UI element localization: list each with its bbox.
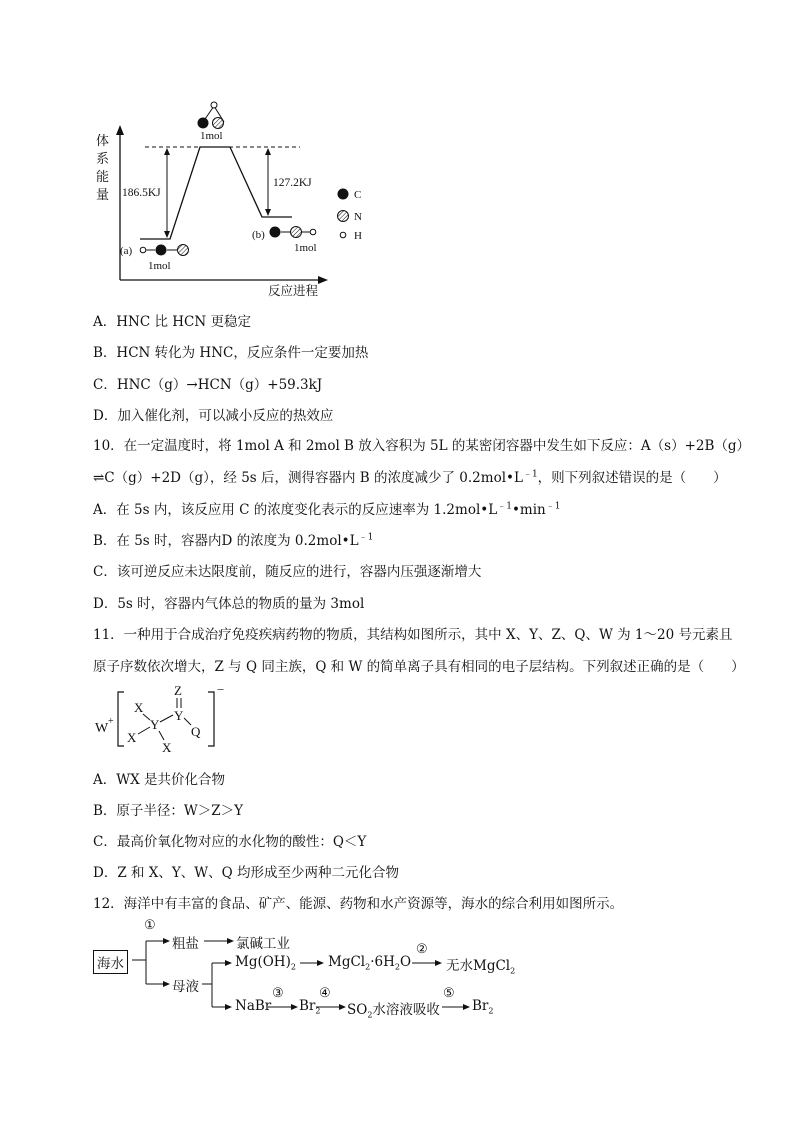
step-5-marker: ⑤ bbox=[443, 986, 455, 1001]
activation-energy-left: 186.5KJ bbox=[122, 187, 161, 199]
q11-stem-line1: 11．一种用于合成治疗免疫疾病药物的物质，其结构如图所示，其中 X、Y、Z、Q、W 为 1～20 号元素且 bbox=[93, 627, 733, 643]
transition-state-molecule bbox=[198, 102, 225, 129]
left-state-label: (a) bbox=[120, 245, 133, 257]
y-axis-arrow bbox=[116, 125, 124, 135]
br2-final: $Br_2$ bbox=[472, 998, 494, 1016]
q9-option-d: D．加入催化剂，可以减小反应的热效应 bbox=[93, 408, 334, 424]
arrow-head-down-right bbox=[265, 209, 271, 216]
x-axis-label: 反应进程 bbox=[268, 284, 319, 298]
anhydrous-mgcl2: 无水MgCl$_2$ bbox=[446, 958, 516, 976]
nabr: NaBr bbox=[235, 998, 272, 1014]
y-axis-label-2: 系 bbox=[96, 151, 110, 166]
q12-stem: 12．海洋中有丰富的食品、矿产、能源、药物和水产资源等，海水的综合利用如图所示。 bbox=[93, 896, 624, 912]
top-mol-label: 1mol bbox=[200, 130, 223, 142]
q10-option-d: D．5s 时，容器内气体总的物质的量为 3mol bbox=[93, 596, 365, 612]
right-bracket bbox=[208, 692, 214, 746]
struct-charge: − bbox=[217, 682, 225, 697]
legend-h-label: H bbox=[354, 230, 362, 242]
struct-x-top: X bbox=[134, 700, 144, 715]
q11-stem-line2: 原子序数依次增大，Z 与 Q 同主族，Q 和 W 的简单离子具有相同的电子层结构。下列叙述正确的是（ ） bbox=[93, 659, 745, 675]
struct-y-top: Y bbox=[174, 708, 184, 723]
legend-c-icon bbox=[338, 189, 349, 200]
q10-stem-line1: 10．在一定温度时，将 1mol A 和 2mol B 放入容积为 5L 的某密闭容器中发生如下反应：A（s）+2B（g） bbox=[93, 438, 751, 454]
arrow-head-up-left bbox=[164, 148, 170, 155]
q11-option-b: B．原子半径：W＞Z＞Y bbox=[93, 803, 244, 819]
step-3-marker: ③ bbox=[272, 986, 284, 1001]
struct-w-charge: + bbox=[108, 716, 114, 727]
mother-liquor: 母液 bbox=[172, 979, 199, 995]
struct-x-left: X bbox=[127, 730, 137, 745]
legend bbox=[338, 189, 363, 243]
struct-w: W bbox=[95, 721, 109, 736]
right-mol-label: 1mol bbox=[294, 242, 317, 254]
left-mol-label: 1mol bbox=[148, 260, 171, 272]
chlor-alkali: 氯碱工业 bbox=[236, 936, 290, 952]
arrow-head-down-left bbox=[164, 231, 170, 238]
q9-option-c: C．HNC（g）→HCN（g）+59.3kJ bbox=[93, 377, 323, 393]
q10-option-b: B．在 5s 时，容器内D 的浓度为 $0.2mol•L^{﹣1}$ bbox=[93, 532, 374, 549]
arrow-head-up-right bbox=[265, 148, 271, 155]
hnc-molecule-b bbox=[270, 227, 316, 238]
struct-z: Z bbox=[174, 683, 182, 698]
step-4-marker: ④ bbox=[319, 986, 331, 1001]
y-axis-label-4: 量 bbox=[96, 187, 110, 202]
q11-option-a: A．WX 是共价化合物 bbox=[93, 772, 226, 788]
left-bracket bbox=[118, 692, 124, 746]
mg-hydroxide: $Mg(OH)_2$ bbox=[235, 954, 296, 972]
q10-stem-line2: ⇌C（g）+2D（g），经 5s 后，测得容器内 B 的浓度减少了 $0.2mol•L^{﹣1}$，则下列叙述错误的是（ ） bbox=[93, 469, 727, 486]
struct-y-center: Y bbox=[150, 717, 160, 732]
step-2-marker: ② bbox=[416, 942, 428, 957]
legend-n-label: N bbox=[354, 211, 362, 223]
q11-option-d: D．Z 和 X、Y、W、Q 均形成至少两种二元化合物 bbox=[93, 865, 400, 881]
legend-n-icon bbox=[338, 211, 349, 222]
br2-intermediate: $Br_2$ bbox=[299, 998, 321, 1016]
crude-salt: 粗盐 bbox=[172, 936, 199, 952]
q11-option-c: C．最高价氧化物对应的水化物的酸性：Q＜Y bbox=[93, 834, 367, 850]
seawater-box: 海水 bbox=[93, 950, 128, 974]
q9-option-a: A．HNC 比 HCN 更稳定 bbox=[93, 314, 251, 330]
energy-diagram bbox=[90, 95, 450, 305]
right-state-label: (b) bbox=[252, 229, 265, 241]
legend-h-icon bbox=[340, 232, 346, 238]
energy-curve bbox=[140, 147, 292, 239]
y-axis-label-3: 能 bbox=[96, 169, 110, 184]
so2-absorption: $SO_2$水溶液吸收 bbox=[347, 1002, 440, 1020]
step-1-marker: ① bbox=[144, 918, 156, 933]
hcn-molecule-a bbox=[140, 245, 188, 256]
activation-energy-right: 127.2KJ bbox=[273, 177, 312, 189]
q9-option-b: B．HCN 转化为 HNC，反应条件一定要加热 bbox=[93, 345, 369, 361]
y-axis-label-1: 体 bbox=[96, 133, 110, 148]
q10-option-c: C．该可逆反应未达限度前，随反应的进行，容器内压强逐渐增大 bbox=[93, 564, 482, 580]
q10-option-a: A．在 5s 内，该反应用 C 的浓度变化表示的反应速率为 $1.2mol•L^{﹣1}•\min^{﹣1}$ bbox=[93, 501, 561, 518]
struct-x-bottom: X bbox=[162, 740, 172, 755]
q11-structure bbox=[90, 680, 250, 760]
legend-c-label: C bbox=[354, 189, 362, 201]
x-axis-arrow bbox=[318, 276, 328, 284]
struct-q: Q bbox=[191, 724, 201, 739]
mgcl2-hydrate: $MgCl_2\cdot 6H_2O$ bbox=[328, 954, 412, 972]
